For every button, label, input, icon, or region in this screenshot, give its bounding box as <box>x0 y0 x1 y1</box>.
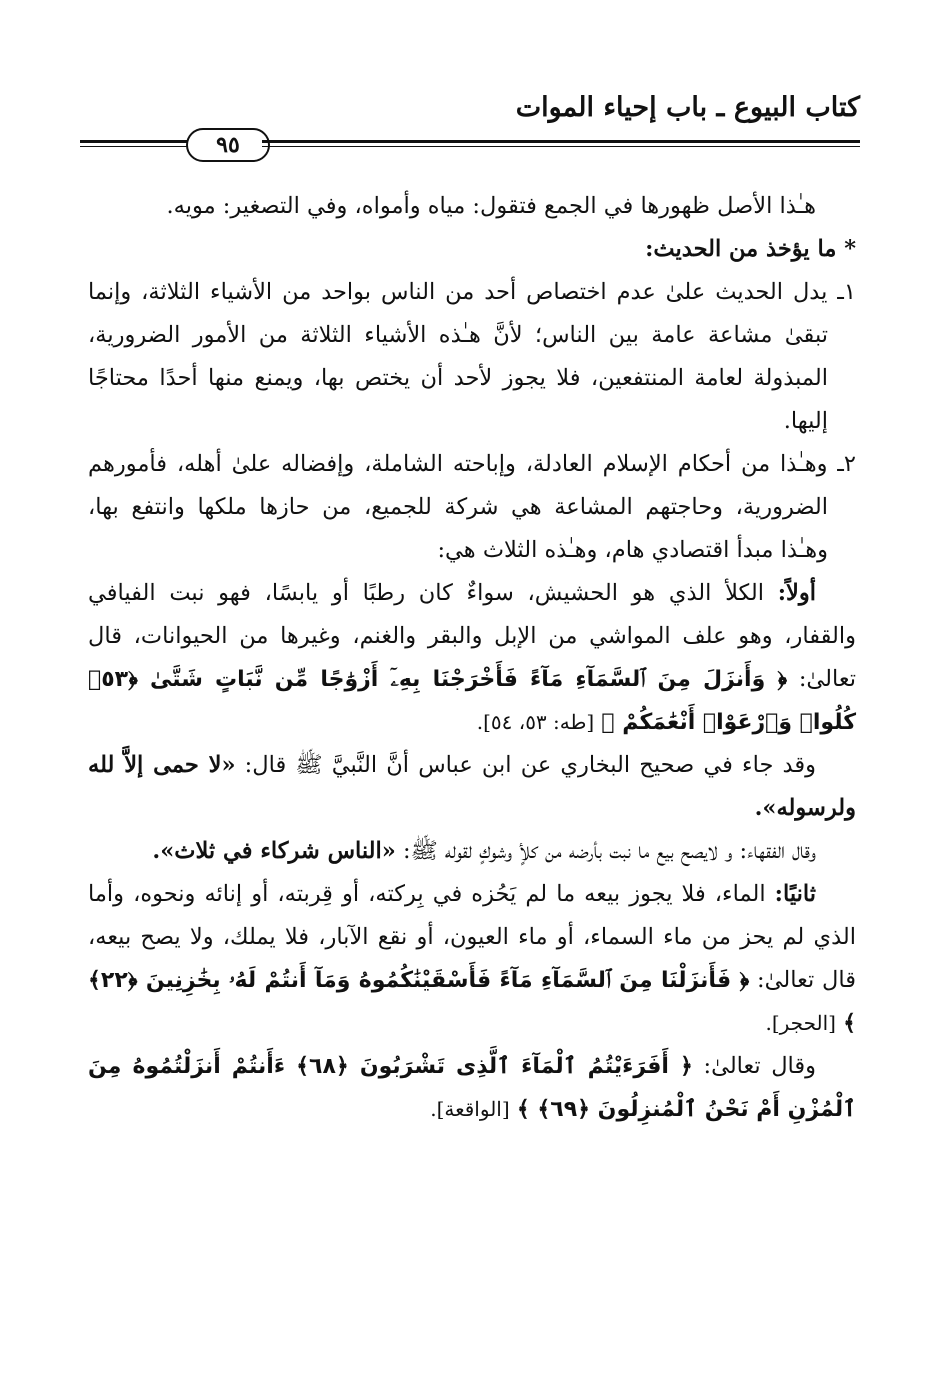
hadith-quote-shuraka: «الناس شركاء في ثلاث». <box>152 838 396 864</box>
verse-reference-waqia: [الواقعة]. <box>430 1097 510 1121</box>
second-label: ثانيًا: <box>774 881 816 907</box>
header-rule <box>80 128 860 164</box>
verse-reference-hijr: [الحجر]. <box>765 1011 836 1035</box>
fuqaha-text: وقال الفقهاء: و لايصح بيع ما نبت بأرضه من كلأٍ وشوكٍ لقوله ﷺ: <box>403 838 816 864</box>
quran-verse-waqia: ﴿ أَفَرَءَيْتُمُ ٱلْمَآءَ ٱلَّذِى تَشْرَبُونَ ﴿٦٨﴾ ءَأَنتُمْ أَنزَلْتُمُوهُ مِنَ ٱلْمُزْنِ أَمْ نَحْنُ ٱلْمُنزِلُونَ ﴿٦٩﴾ ﴾ <box>88 1054 856 1122</box>
running-title: كتاب البيوع ـ باب إحياء الموات <box>515 92 860 123</box>
first-text: الكلأ الذي هو الحشيش، سواءٌ كان رطبًا أو يابسًا، فهو نبت الفيافي والقفار، وهو علف المواشي من الإبل والبقر والغنم، وغيرها من الحيوانات، قال تعالىٰ: <box>88 580 856 692</box>
first-label: أولاً: <box>777 580 816 606</box>
intro-paragraph: هـٰذا الأصل ظهورها في الجمع فتقول: مياه وأمواه، وفي التصغير: مويه. <box>166 193 816 219</box>
bukhari-paragraph <box>88 744 856 830</box>
hadith-quote-hima: «لا حمى إلاَّ لله ولرسوله». <box>88 752 856 821</box>
waqia-text: وقال تعالىٰ: <box>703 1053 817 1079</box>
bukhari-text: وقد جاء في صحيح البخاري عن ابن عباس أنَّ النَّبيَّ ﷺ قال: <box>244 752 816 778</box>
page-number: ٩٥ <box>186 128 270 162</box>
header-rule-left <box>80 140 190 143</box>
second-thing-paragraph <box>88 873 856 1045</box>
fuqaha-paragraph <box>88 830 856 873</box>
quran-verse-hijr: ﴿ فَأَنزَلْنَا مِنَ ٱلسَّمَآءِ مَآءً فَأَسْقَيْنَٰكُمُوهُ وَمَآ أَنتُمْ لَهُۥ بِخَٰزِنِينَ ﴿٢٢﴾ ﴾ <box>88 968 856 1036</box>
verse-reference-taha: [طه: ٥٣، ٥٤]. <box>476 710 595 734</box>
second-text: الماء، فلا يجوز بيعه ما لم يَحُزه في بِركته، أو قِربته، أو إنائه ونحوه، وأما الذي لم يحز من ماء السماء، أو ماء العيون، أو نقع الآبار، فلا يملك، ولا يصح بيعه، قال تعالىٰ: <box>88 881 856 993</box>
lesson-item-2: ٢ـ وهـٰذا من أحكام الإسلام العادلة، وإباحته الشاملة، وإفضاله علىٰ أهله، فأمورهم الضرورية، وحاجتهم المشاعة هي شركة للجميع، من حازها ملكها وانتفع بها، وهـٰذا مبدأ اقتصادي هام، وهـٰذه الثلاث هي: <box>88 451 856 563</box>
quran-verse-taha: ﴿ وَأَنزَلَ مِنَ ٱلسَّمَآءِ مَآءً فَأَخْرَجْنَا بِهِۦٓ أَزْوَٰجًا مِّن نَّبَاتٍ شَتَّىٰ ﴿٥٣﴾ كُلُوا۟ وَٱرْعَوْا۟ أَنْعَٰمَكُمْ ﴾ <box>88 667 856 735</box>
header-rule-right <box>262 140 860 143</box>
waqia-paragraph <box>88 1045 856 1131</box>
first-thing-paragraph <box>88 572 856 744</box>
lesson-item-1: ١ـ يدل الحديث علىٰ عدم اختصاص أحد من الناس بواحد من الأشياء الثلاثة، وإنما تبقىٰ مشاعة عامة بين الناس؛ لأنَّ هـٰذه الأشياء الثلاثة من الأمور الضرورية، المبذولة لعامة المنتفعين، فلا يجوز لأحد أن يختص بها، ويمنع منها أحدًا محتاجًا إليها. <box>88 279 856 434</box>
section-heading: * ما يؤخذ من الحديث: <box>645 236 856 262</box>
page-body <box>88 185 856 1131</box>
page-header <box>80 92 860 132</box>
